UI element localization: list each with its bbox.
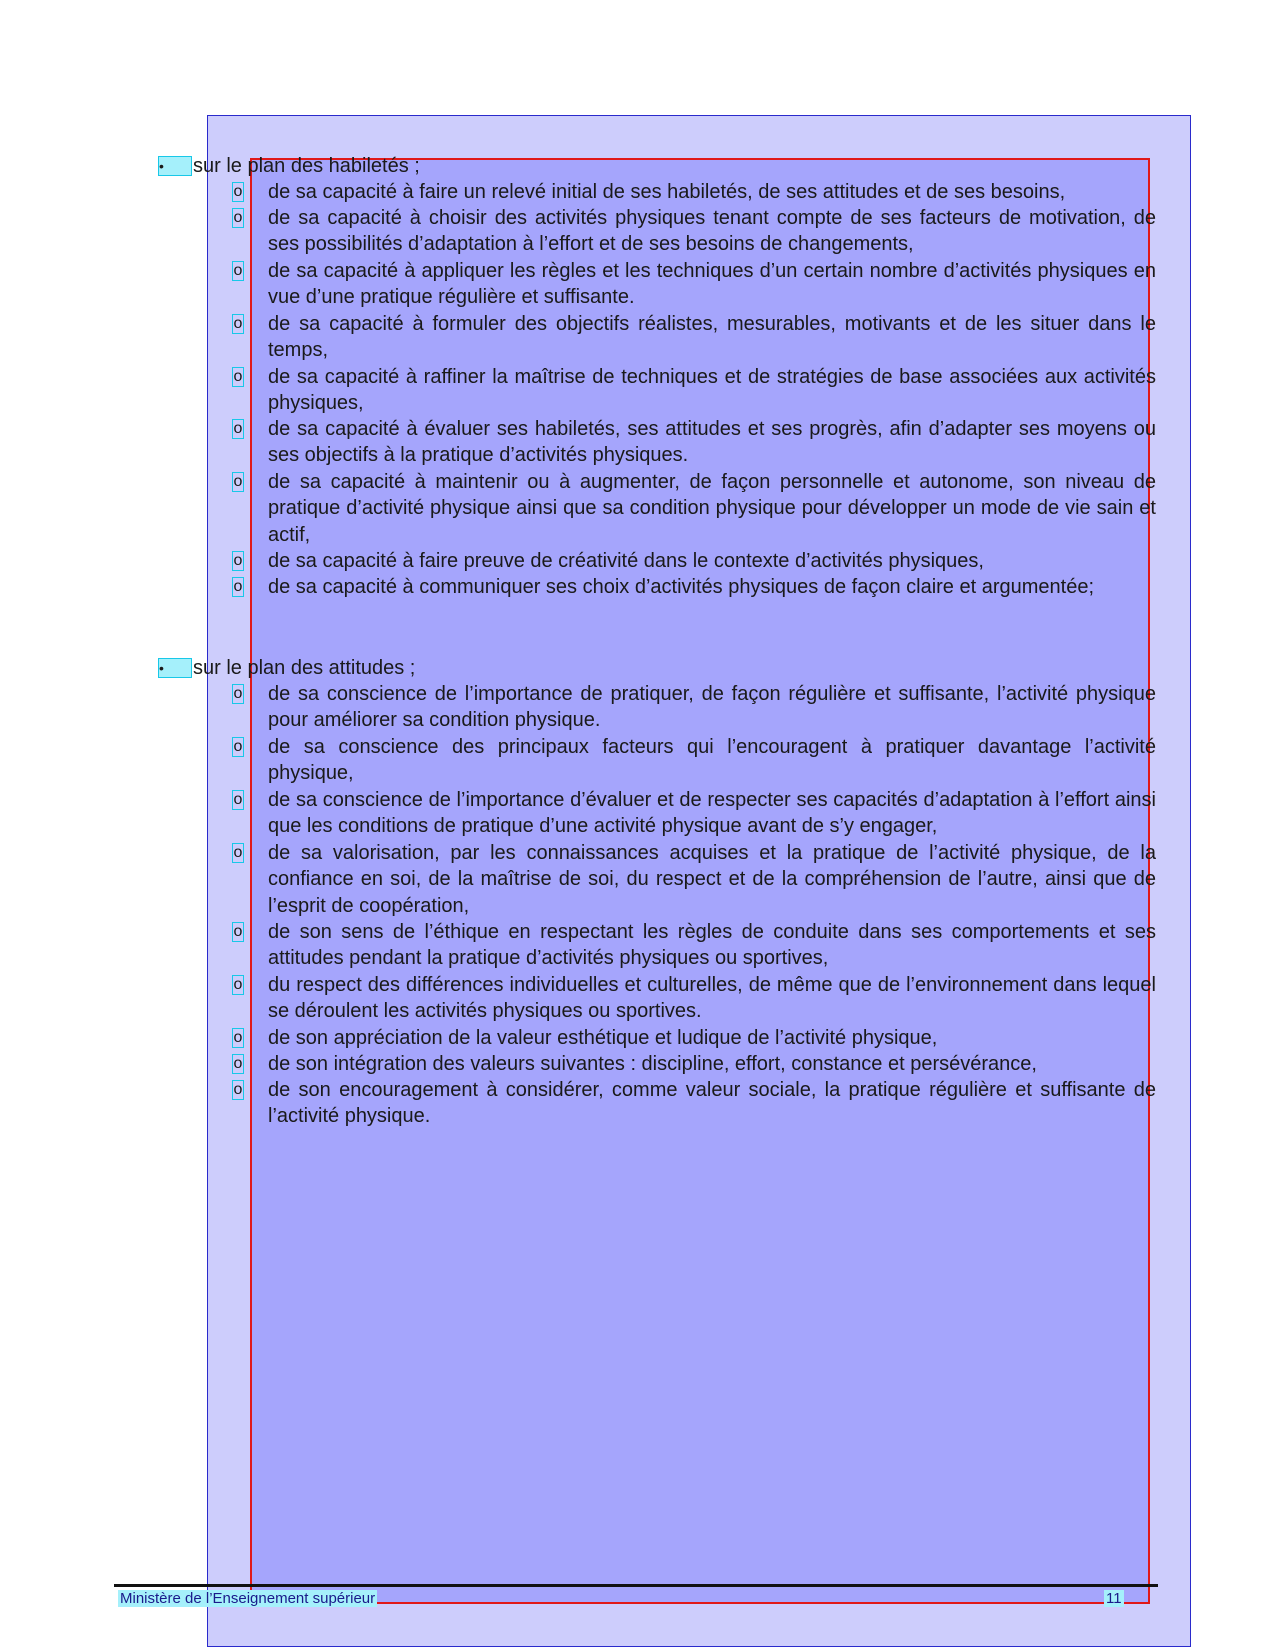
circle-bullet-icon: o (233, 976, 243, 993)
circle-bullet-icon: o (233, 315, 243, 332)
item-text: de son encouragement à considérer, comme valeur sociale, la pratique régulière et suffisante de l’activité physique. (268, 1079, 1156, 1128)
circle-bullet-icon: o (233, 923, 243, 940)
page-number: 11 (1106, 1590, 1122, 1607)
item-text: de sa conscience des principaux facteurs qui l’encouragent à pratiquer davantage l’activité physique, (268, 736, 1156, 785)
item-text: de sa capacité à faire un relevé initial de ses habiletés, de ses attitudes et de ses besoins, (268, 181, 1066, 203)
section-heading (158, 156, 420, 176)
circle-bullet-icon: o (233, 1029, 243, 1046)
circle-bullet-icon: o (233, 183, 243, 200)
footer-divider (114, 1584, 1158, 1587)
item-text: de sa capacité à évaluer ses habiletés, ses attitudes et ses progrès, afin d’adapter ses moyens ou ses objectifs à la pratique d’activités physiques. (268, 418, 1156, 467)
item-text: de son sens de l’éthique en respectant les règles de conduite dans ses comportements et ses attitudes pendant la pratique d’activités physiques ou sportives, (268, 921, 1156, 970)
circle-bullet-icon: o (233, 1055, 243, 1072)
item-text: de sa conscience de l’importance de pratiquer, de façon régulière et suffisante, l’activité physique pour améliorer sa condition physique. (268, 683, 1156, 732)
item-text: de son appréciation de la valeur esthétique et ludique de l’activité physique, (268, 1027, 938, 1049)
circle-bullet-icon: o (233, 209, 243, 226)
circle-bullet-icon: o (233, 473, 243, 490)
item-text: de sa capacité à appliquer les règles et les techniques d’un certain nombre d’activités physiques en vue d’une pratique régulière et suffisante. (268, 260, 1156, 309)
circle-bullet-icon: o (233, 552, 243, 569)
bullet-icon (158, 156, 192, 176)
item-text: de sa capacité à maintenir ou à augmenter, de façon personnelle et autonome, son niveau de pratique d’activité physique ainsi que sa condition physique pour développer un mode de vie sain et actif, (268, 471, 1156, 546)
bullet-icon (158, 658, 192, 678)
item-text: de sa capacité à choisir des activités physiques tenant compte de ses facteurs de motivation, de ses possibilités d’adaptation à l’effort et de ses besoins de changements, (268, 207, 1156, 256)
circle-bullet-icon: o (233, 262, 243, 279)
item-text: de sa capacité à raffiner la maîtrise de techniques et de stratégies de base associées aux activités physiques, (268, 366, 1156, 415)
item-text: du respect des différences individuelles et culturelles, de même que de l’environnement dans lequel se déroulent les activités physiques ou sportives. (268, 974, 1156, 1023)
circle-bullet-icon: o (233, 844, 243, 861)
circle-bullet-icon: o (233, 791, 243, 808)
item-text: de sa valorisation, par les connaissances acquises et la pratique de l’activité physique, de la confiance en soi, de la maîtrise de soi, du respect et de la compréhension de l’autre, ainsi que de l’esprit de coopération, (268, 842, 1156, 917)
heading-text: sur le plan des attitudes ; (193, 657, 416, 679)
item-text: de son intégration des valeurs suivantes : discipline, effort, constance et persévérance, (268, 1053, 1037, 1075)
item-text: de sa capacité à faire preuve de créativité dans le contexte d’activités physiques, (268, 550, 984, 572)
circle-bullet-icon: o (233, 368, 243, 385)
item-text: de sa capacité à communiquer ses choix d’activités physiques de façon claire et argumentée; (268, 576, 1095, 598)
circle-bullet-icon: o (233, 578, 243, 595)
circle-bullet-icon: o (233, 420, 243, 437)
item-text: de sa capacité à formuler des objectifs réalistes, mesurables, motivants et de les situer dans le temps, (268, 313, 1156, 362)
heading-text: sur le plan des habiletés ; (193, 155, 420, 177)
circle-bullet-icon: o (233, 1081, 243, 1098)
footer-institution: Ministère de l’Enseignement supérieur (120, 1590, 376, 1607)
circle-bullet-icon: o (233, 685, 243, 702)
circle-bullet-icon: o (233, 738, 243, 755)
section-heading (158, 658, 415, 678)
item-text: de sa conscience de l’importance d’évaluer et de respecter ses capacités d’adaptation à l’effort ainsi que les conditions de pratique d’une activité physique avant de s’y engager, (268, 789, 1156, 838)
